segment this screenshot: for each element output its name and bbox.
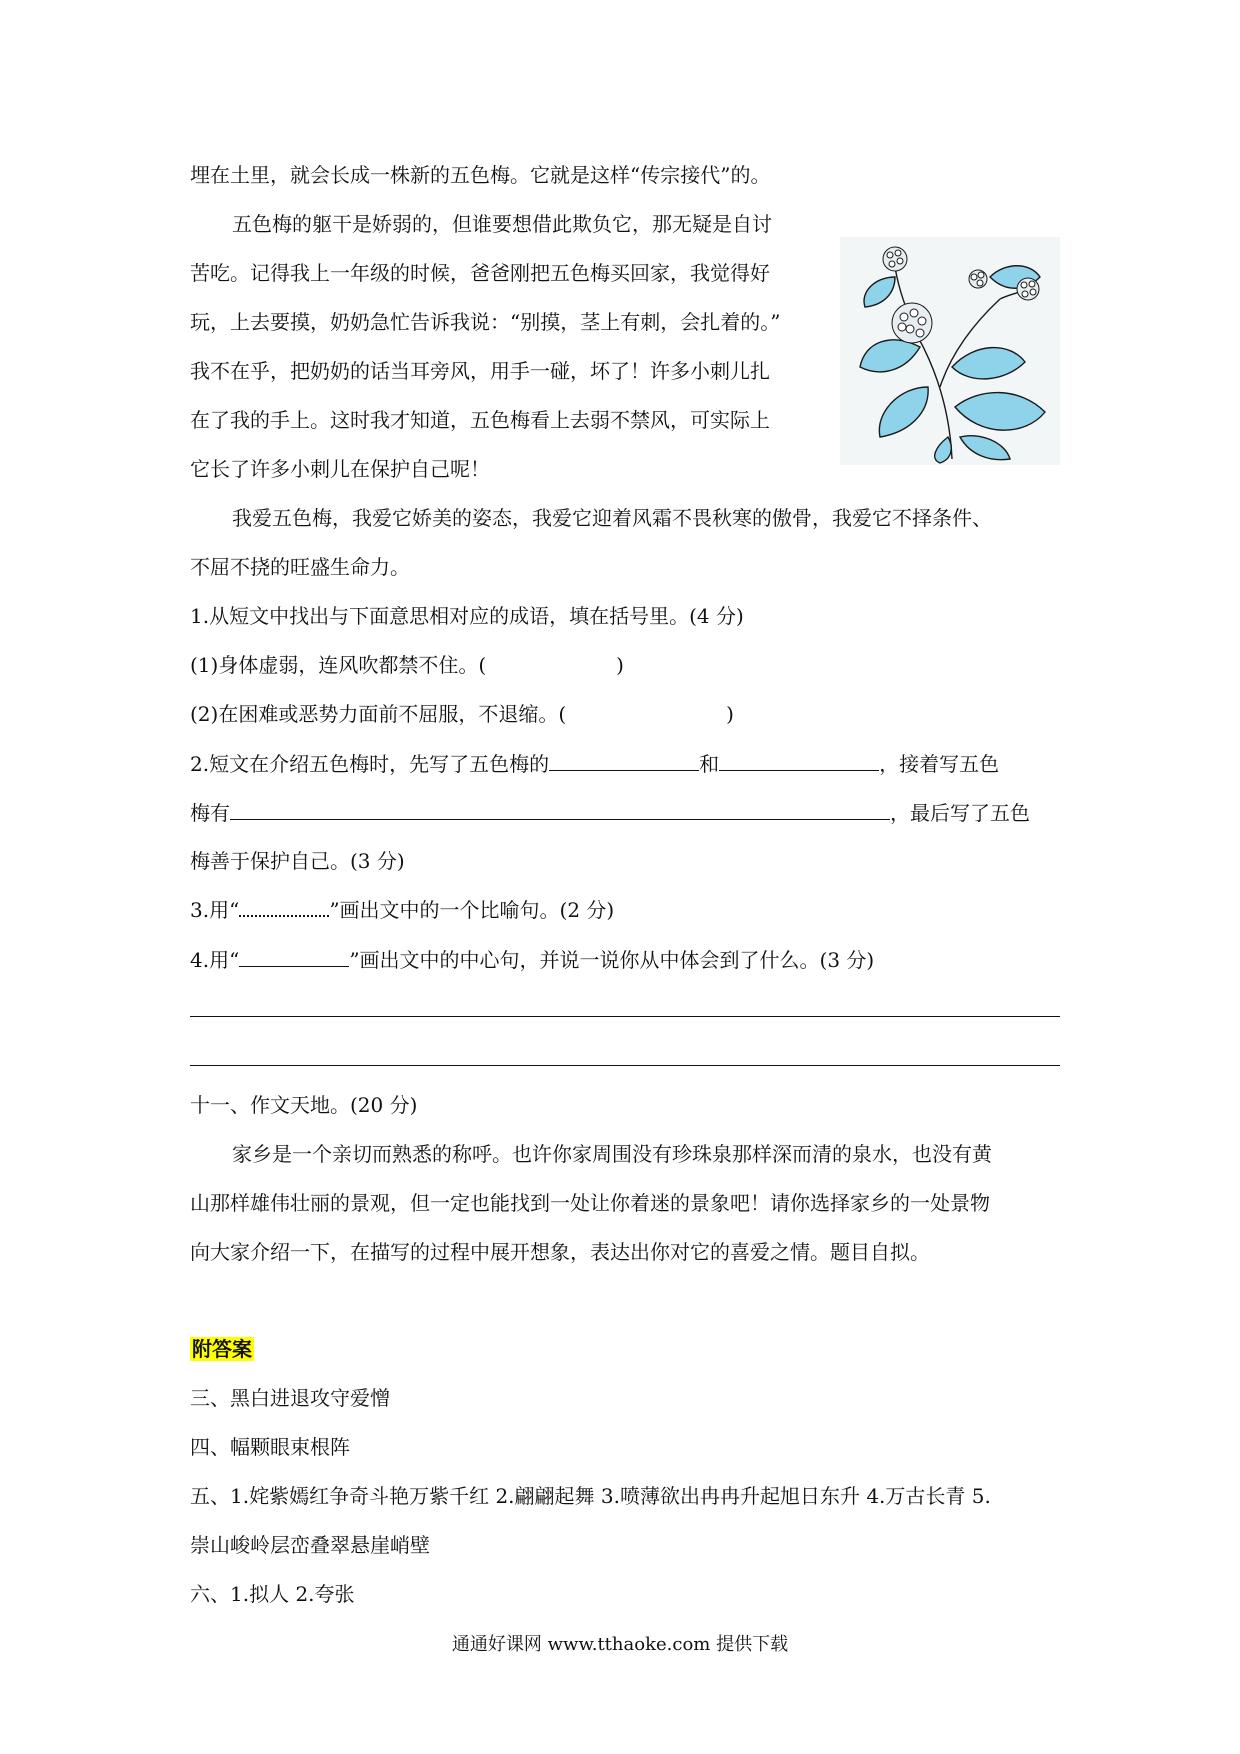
answer-3: 三、黑白进退攻守爱憎 bbox=[190, 1386, 390, 1410]
question-4 bbox=[190, 944, 874, 975]
question-2-and: 和 bbox=[699, 752, 720, 776]
question-2-end: 梅善于保护自己。(3 分) bbox=[190, 849, 405, 873]
question-2-text: 2.短文在介绍五色梅时，先写了五色梅的 bbox=[190, 752, 550, 776]
passage-line: 我不在乎，把奶奶的话当耳旁风，用手一碰，坏了！许多小刺儿扎 bbox=[190, 359, 770, 383]
answer-line[interactable] bbox=[190, 1065, 1060, 1066]
composition-line: 山那样雄伟壮丽的景观，但一定也能找到一处让你着迷的景象吧！请你选择家乡的一处景物 bbox=[190, 1191, 990, 1215]
passage-line: 埋在土里，就会长成一株新的五色梅。它就是这样“传宗接代”的。 bbox=[190, 163, 771, 187]
question-3 bbox=[190, 895, 614, 925]
answer-5: 五、1.姹紫嫣红争奇斗艳万紫千红 2.翩翩起舞 3.喷薄欲出冉冉升起旭日东升 4.万古长青 5. bbox=[190, 1484, 991, 1508]
passage-line: 它长了许多小刺儿在保护自己呢！ bbox=[190, 457, 490, 481]
question-2-text: ，最后写了五色 bbox=[890, 801, 1030, 825]
answer-blank[interactable] bbox=[230, 797, 890, 820]
composition-line: 向大家介绍一下，在描写的过程中展开想象，表达出你对它的喜爱之情。题目自拟。 bbox=[190, 1240, 930, 1264]
answer-line[interactable] bbox=[190, 1016, 1060, 1017]
composition-line: 家乡是一个亲切而熟悉的称呼。也许你家周围没有珍珠泉那样深而清的泉水，也没有黄 bbox=[232, 1142, 992, 1166]
question-1-1 bbox=[190, 650, 624, 680]
straight-underline-sample bbox=[239, 944, 349, 967]
answer-blank[interactable] bbox=[719, 748, 879, 771]
lantana-illustration bbox=[840, 237, 1060, 465]
passage-line: 苦吃。记得我上一年级的时候，爸爸刚把五色梅买回家，我觉得好 bbox=[190, 261, 770, 285]
wavy-underline-sample bbox=[239, 895, 329, 917]
answer-6: 六、1.拟人 2.夸张 bbox=[190, 1582, 355, 1606]
question-2-text: 梅有 bbox=[190, 801, 230, 825]
answers-heading-text: 附答案 bbox=[192, 1337, 252, 1361]
question-1-2 bbox=[190, 699, 734, 729]
answer-blank[interactable] bbox=[549, 748, 699, 771]
composition-title: 十一、作文天地。(20 分) bbox=[190, 1093, 418, 1117]
answer-4: 四、幅颗眼束根阵 bbox=[190, 1435, 350, 1459]
close-paren: ) bbox=[616, 653, 624, 677]
question-4-text: ”画出文中的中心句，并说一说你从中体会到了什么。(3 分) bbox=[349, 948, 875, 972]
passage-line: 在了我的手上。这时我才知道，五色梅看上去弱不禁风，可实际上 bbox=[190, 408, 770, 432]
question-3-text: 3.用“ bbox=[190, 898, 240, 922]
flower-plant-icon bbox=[840, 237, 1060, 465]
passage-line: 我爱五色梅，我爱它娇美的姿态，我爱它迎着风霜不畏秋寒的傲骨，我爱它不择条件、 bbox=[232, 506, 992, 530]
question-2-cont bbox=[190, 797, 1030, 828]
question-4-text: 4.用“ bbox=[190, 948, 240, 972]
close-paren: ) bbox=[726, 702, 734, 726]
page-footer: 通通好课网 www.tthaoke.com 提供下载 bbox=[451, 1634, 789, 1655]
question-1-1-text: (1)身体虚弱，连风吹都禁不住。( bbox=[190, 653, 487, 677]
passage-line: 不屈不挠的旺盛生命力。 bbox=[190, 555, 410, 579]
passage-line: 玩，上去要摸，奶奶急忙告诉我说：“别摸，茎上有刺，会扎着的。” bbox=[190, 310, 781, 334]
question-2-text: ，接着写五色 bbox=[879, 752, 1000, 776]
answers-heading bbox=[190, 1334, 254, 1364]
question-2 bbox=[190, 748, 999, 779]
question-1-2-text: (2)在困难或恶势力面前不屈服，不退缩。( bbox=[190, 702, 567, 726]
passage-line: 五色梅的躯干是娇弱的，但谁要想借此欺负它，那无疑是自讨 bbox=[232, 212, 772, 236]
answer-5-cont: 崇山峻岭层峦叠翠悬崖峭壁 bbox=[190, 1533, 430, 1557]
question-3-text: ”画出文中的一个比喻句。(2 分) bbox=[329, 898, 615, 922]
question-1: 1.从短文中找出与下面意思相对应的成语，填在括号里。(4 分) bbox=[190, 604, 744, 628]
